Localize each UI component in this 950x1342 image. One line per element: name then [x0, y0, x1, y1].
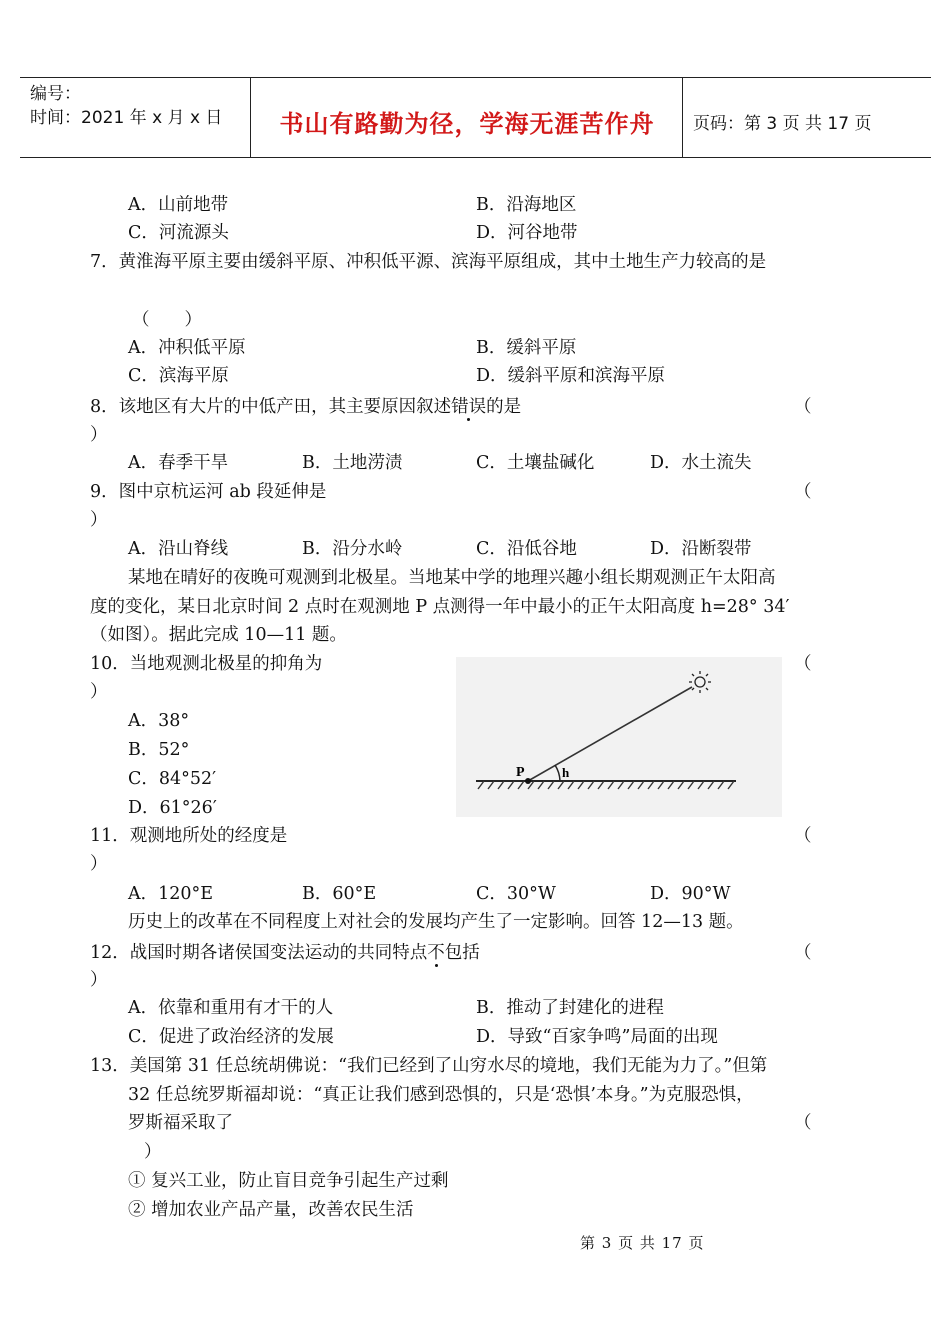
- q9-paren-close: ）: [90, 510, 108, 530]
- hatch-stroke: [508, 781, 514, 789]
- hatch-stroke: [488, 781, 494, 789]
- hatch-stroke: [688, 781, 694, 789]
- q13-line2: 32 任总统罗斯福却说：“真正让我们感到恐惧的，只是‘恐惧’本身。”为克服恐惧，: [128, 1085, 754, 1105]
- q13-item-1: ① 复兴工业，防止盲目竞争引起生产过剩: [128, 1171, 449, 1191]
- header-page-info: 页码：第 3 页 共 17 页: [693, 114, 872, 134]
- q7-paren: （ ）: [132, 310, 202, 330]
- q12-stem: [90, 942, 480, 964]
- time-label: 时间：2021 年 x 月 x 日: [30, 108, 223, 128]
- angle-arc: [555, 765, 560, 781]
- q8-stem-post: 的是: [486, 397, 522, 417]
- label-p: P: [516, 765, 525, 780]
- hatch-stroke: [698, 781, 704, 789]
- q13-paren-open: （: [794, 1113, 812, 1133]
- point-p: [525, 778, 531, 784]
- q12-option-d: D．导致“百家争鸣”局面的出现: [476, 1027, 718, 1047]
- q9-option-b: B．沿分水岭: [302, 539, 403, 559]
- q9-paren-open: （: [794, 482, 812, 502]
- q6-option-b: B．沿海地区: [476, 195, 577, 215]
- q13-line3: 罗斯福采取了: [128, 1113, 233, 1133]
- q10-paren-close: ）: [90, 682, 108, 702]
- hatch-stroke: [498, 781, 504, 789]
- hatch-stroke: [588, 781, 594, 789]
- sun-icon: [689, 671, 711, 693]
- q11-paren-open: （: [794, 826, 812, 846]
- q8-stem-emphasis: 错误: [451, 397, 487, 417]
- q12-stem-emphasis: 不: [427, 943, 445, 963]
- hatch-stroke: [608, 781, 614, 789]
- q13-paren-close: ）: [144, 1142, 162, 1162]
- q12-option-b: B．推动了封建化的进程: [476, 998, 664, 1018]
- q9-option-d: D．沿断裂带: [650, 539, 752, 559]
- q12-stem-pre: 12．战国时期各诸侯国变法运动的共同特点: [90, 943, 428, 963]
- q12-paren-close: ）: [90, 970, 108, 990]
- q12-option-a: A．依靠和重用有才干的人: [128, 998, 334, 1018]
- page-header: [20, 77, 931, 158]
- hatch-stroke: [518, 781, 524, 789]
- q6-option-d: D．河谷地带: [476, 223, 578, 243]
- passage2: 历史上的改革在不同程度上对社会的发展均产生了一定影响。回答 12—13 题。: [128, 912, 744, 932]
- hatch-stroke: [548, 781, 554, 789]
- q8-stem-pre: 8．该地区有大片的中低产田，其主要原因叙述: [90, 397, 452, 417]
- q7-option-d: D．缓斜平原和滨海平原: [476, 366, 666, 386]
- hatch-stroke: [618, 781, 624, 789]
- q8-option-a: A．春季干旱: [128, 453, 229, 473]
- q12-stem-post: 包括: [444, 943, 480, 963]
- q8-paren-open: （: [794, 397, 812, 417]
- hatch-stroke: [478, 781, 484, 789]
- q9-stem: 9．图中京杭运河 ab 段延伸是: [90, 482, 327, 502]
- q10-option-b: B．52°: [128, 740, 190, 760]
- q8-option-b: B．土地涝渍: [302, 453, 403, 473]
- hatch-stroke: [628, 781, 634, 789]
- number-label: 编号：: [30, 84, 81, 104]
- hatch-stroke: [558, 781, 564, 789]
- q7-option-c: C．滨海平原: [128, 366, 229, 386]
- q7-option-b: B．缓斜平原: [476, 338, 577, 358]
- q10-stem: 10．当地观测北极星的抑角为: [90, 654, 323, 674]
- q6-option-c: C．河流源头: [128, 223, 229, 243]
- q10-option-d: D．61°26′: [128, 798, 217, 818]
- q8-stem: [90, 396, 521, 418]
- q7-option-a: A．冲积低平原: [128, 338, 246, 358]
- q11-option-b: B．60°E: [302, 884, 377, 904]
- q8-option-c: C．土壤盐碱化: [476, 453, 595, 473]
- q10-option-a: A．38°: [128, 711, 190, 731]
- q7-stem: 7．黄淮海平原主要由缓斜平原、冲积低平源、滨海平原组成，其中土地生产力较高的是: [90, 252, 767, 272]
- hatch-stroke: [668, 781, 674, 789]
- hatch-stroke: [708, 781, 714, 789]
- q11-option-d: D．90°W: [650, 884, 731, 904]
- sun-angle-figure: [456, 657, 782, 817]
- q13-item-2: ② 增加农业产品产量，改善农民生活: [128, 1200, 414, 1220]
- q11-stem: 11．观测地所处的经度是: [90, 826, 288, 846]
- hatch-stroke: [648, 781, 654, 789]
- passage1-line3: （如图）。据此完成 10—11 题。: [90, 625, 347, 645]
- hatch-stroke: [728, 781, 734, 789]
- q11-option-a: A．120°E: [128, 884, 214, 904]
- passage1-line2: 度的变化，某日北京时间 2 点时在观测地 P 点测得一年中最小的正午太阳高度 h=28° 34′: [90, 597, 790, 617]
- passage1-line1: 某地在晴好的夜晚可观测到北极星。当地某中学的地理兴趣小组长期观测正午太阳高: [128, 568, 776, 588]
- hatch-stroke: [718, 781, 724, 789]
- q12-option-c: C．促进了政治经济的发展: [128, 1027, 334, 1047]
- header-divider: [250, 78, 251, 157]
- q9-option-a: A．沿山脊线: [128, 539, 229, 559]
- sun-ray: [528, 687, 692, 781]
- hatch-stroke: [538, 781, 544, 789]
- label-h: h: [562, 765, 570, 780]
- q8-paren-close: ）: [90, 425, 108, 445]
- q11-paren-close: ）: [90, 854, 108, 874]
- q10-paren-open: （: [794, 654, 812, 674]
- page-footer: 第 3 页 共 17 页: [580, 1234, 705, 1252]
- header-divider: [682, 78, 683, 157]
- q9-option-c: C．沿低谷地: [476, 539, 577, 559]
- header-motto: 书山有路勤为径，学海无涯苦作舟: [279, 110, 655, 138]
- hatch-stroke: [578, 781, 584, 789]
- hatch-stroke: [678, 781, 684, 789]
- ground-hatching: [478, 781, 734, 789]
- hatch-stroke: [658, 781, 664, 789]
- hatch-stroke: [638, 781, 644, 789]
- header-meta: [30, 82, 222, 130]
- q8-option-d: D．水土流失: [650, 453, 752, 473]
- q10-option-c: C．84°52′: [128, 769, 217, 789]
- q11-option-c: C．30°W: [476, 884, 556, 904]
- q6-option-a: A．山前地带: [128, 195, 229, 215]
- hatch-stroke: [598, 781, 604, 789]
- q12-paren-open: （: [794, 943, 812, 963]
- sun-angle-diagram: [456, 657, 782, 817]
- q13-line1: 13．美国第 31 任总统胡佛说：“我们已经到了山穷水尽的境地，我们无能为力了。”但第: [90, 1056, 768, 1076]
- hatch-stroke: [568, 781, 574, 789]
